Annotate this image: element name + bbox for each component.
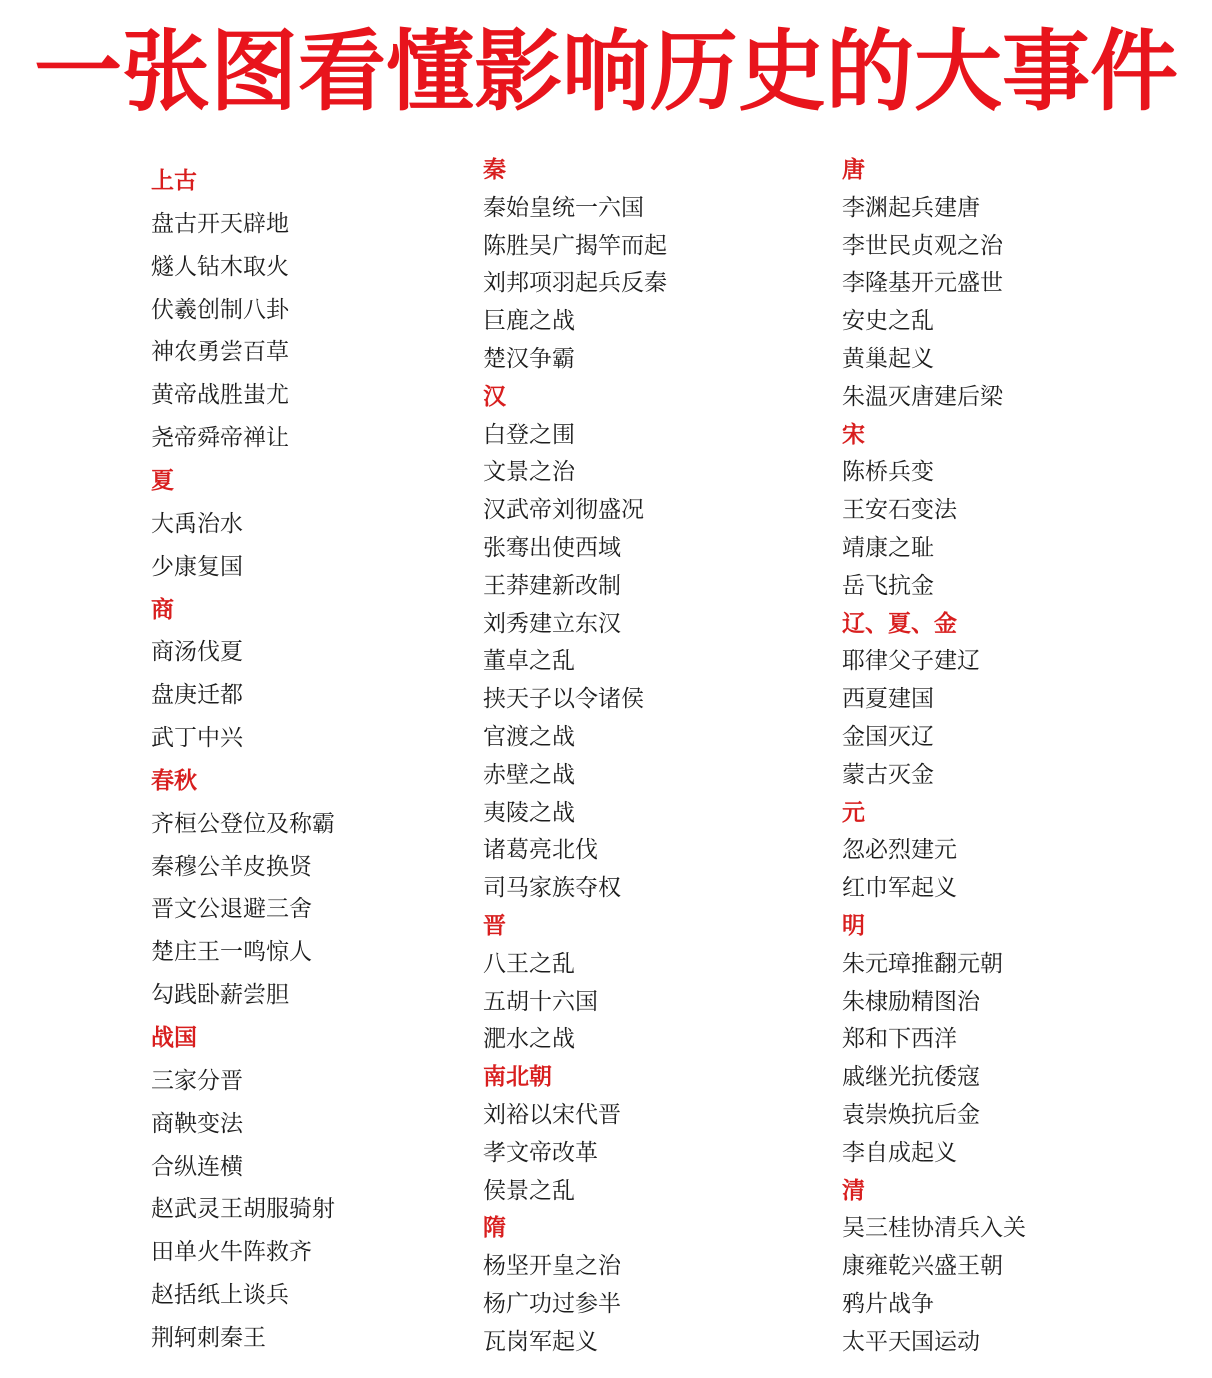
event-item: 勾践卧薪尝胆 — [151, 982, 289, 1009]
event-item: 燧人钻木取火 — [151, 253, 289, 280]
section-heading: 清 — [842, 1176, 865, 1204]
event-item: 瓦岗军起义 — [483, 1328, 598, 1355]
event-item: 商汤伐夏 — [151, 639, 243, 666]
event-item: 官渡之战 — [483, 724, 575, 750]
section-heading: 夏 — [151, 466, 174, 494]
event-item: 少康复国 — [151, 553, 243, 580]
event-item: 刘裕以宋代晋 — [483, 1102, 621, 1128]
event-item: 文景之治 — [483, 459, 575, 486]
event-item: 王安石变法 — [842, 497, 957, 524]
section-heading: 上古 — [151, 167, 197, 194]
event-item: 赵武灵王胡服骑射 — [151, 1196, 335, 1223]
event-item: 刘邦项羽起兵反秦 — [483, 270, 667, 297]
section-heading: 秦 — [483, 156, 506, 183]
event-item: 巨鹿之战 — [483, 308, 575, 335]
event-item: 汉武帝刘彻盛况 — [483, 497, 644, 524]
page-title: 一张图看懂影响历史的大事件 — [33, 20, 1178, 123]
event-item: 陈胜吴广揭竿而起 — [483, 232, 667, 259]
event-item: 红巾军起义 — [842, 875, 957, 902]
event-item: 三家分晋 — [151, 1067, 243, 1094]
event-item: 伏羲创制八卦 — [151, 296, 289, 323]
event-item: 西夏建国 — [842, 686, 934, 713]
event-item: 诸葛亮北伐 — [483, 837, 598, 864]
event-item: 鸦片战争 — [842, 1291, 934, 1317]
event-item: 楚汉争霸 — [483, 346, 575, 372]
event-item: 朱棣励精图治 — [842, 988, 980, 1015]
event-item: 田单火牛阵救齐 — [151, 1239, 312, 1266]
event-item: 秦始皇统一六国 — [483, 194, 644, 221]
event-item: 赤壁之战 — [483, 761, 575, 788]
event-item: 挟天子以令诸侯 — [483, 686, 644, 713]
event-item: 司马家族夺权 — [483, 875, 621, 902]
event-item: 朱温灭唐建后梁 — [842, 383, 1003, 410]
event-item: 黄巢起义 — [842, 346, 934, 372]
section-heading: 晋 — [483, 912, 506, 939]
event-item: 董卓之乱 — [483, 648, 575, 675]
event-item: 楚庄王一鸣惊人 — [151, 939, 312, 966]
event-item: 岳飞抗金 — [842, 572, 934, 599]
event-item: 武丁中兴 — [151, 725, 243, 752]
event-item: 张骞出使西域 — [483, 535, 621, 561]
event-item: 王莽建新改制 — [483, 572, 621, 599]
section-heading: 战国 — [151, 1024, 197, 1051]
event-item: 刘秀建立东汉 — [483, 610, 621, 637]
event-item: 太平天国运动 — [842, 1328, 980, 1355]
event-item: 尧帝舜帝禅让 — [151, 425, 289, 452]
section-heading: 隋 — [483, 1214, 506, 1242]
section-heading: 汉 — [483, 382, 506, 410]
event-item: 神农勇尝百草 — [151, 339, 289, 366]
event-item: 陈桥兵变 — [842, 459, 934, 486]
event-item: 秦穆公羊皮换贤 — [151, 853, 312, 880]
event-item: 金国灭辽 — [842, 724, 934, 750]
event-item: 晋文公退避三舍 — [151, 896, 312, 923]
event-item: 侯景之乱 — [483, 1177, 575, 1204]
section-heading: 宋 — [842, 420, 865, 448]
event-item: 赵括纸上谈兵 — [151, 1282, 289, 1309]
event-item: 八王之乱 — [483, 950, 575, 977]
section-heading: 辽、夏、金 — [842, 609, 957, 637]
event-item: 蒙古灭金 — [842, 761, 934, 788]
event-item: 安史之乱 — [842, 308, 934, 335]
event-item: 靖康之耻 — [842, 535, 934, 561]
event-item: 黄帝战胜蚩尤 — [151, 382, 289, 409]
event-item: 袁崇焕抗后金 — [842, 1102, 980, 1128]
section-heading: 明 — [842, 912, 865, 939]
event-item: 康雍乾兴盛王朝 — [842, 1253, 1003, 1280]
event-item: 淝水之战 — [483, 1026, 575, 1053]
section-heading: 春秋 — [151, 766, 197, 794]
event-item: 白登之围 — [483, 421, 575, 448]
event-item: 李渊起兵建唐 — [842, 194, 980, 221]
event-item: 杨坚开皇之治 — [483, 1253, 621, 1280]
event-item: 孝文帝改革 — [483, 1139, 598, 1166]
event-item: 耶律父子建辽 — [842, 648, 980, 675]
event-item: 荆轲刺秦王 — [151, 1324, 266, 1351]
event-item: 五胡十六国 — [483, 988, 598, 1015]
event-item: 戚继光抗倭寇 — [842, 1064, 980, 1091]
event-item: 盘古开天辟地 — [151, 210, 289, 237]
event-item: 夷陵之战 — [483, 799, 575, 826]
event-item: 李自成起义 — [842, 1139, 957, 1166]
section-heading: 商 — [151, 595, 174, 623]
event-item: 商鞅变法 — [151, 1110, 243, 1137]
section-heading: 元 — [842, 798, 865, 826]
event-item: 李世民贞观之治 — [842, 232, 1003, 259]
event-item: 齐桓公登位及称霸 — [151, 810, 335, 837]
event-item: 合纵连横 — [151, 1153, 243, 1180]
event-item: 杨广功过参半 — [483, 1291, 621, 1317]
section-heading: 唐 — [842, 156, 865, 183]
event-item: 大禹治水 — [151, 510, 243, 537]
event-item: 盘庚迁都 — [151, 682, 243, 709]
event-item: 忽必烈建元 — [842, 837, 957, 864]
event-item: 李隆基开元盛世 — [842, 270, 1003, 297]
event-item: 吴三桂协清兵入关 — [842, 1215, 1026, 1242]
event-item: 朱元璋推翻元朝 — [842, 950, 1003, 977]
event-item: 郑和下西洋 — [842, 1026, 957, 1053]
section-heading: 南北朝 — [483, 1063, 552, 1091]
